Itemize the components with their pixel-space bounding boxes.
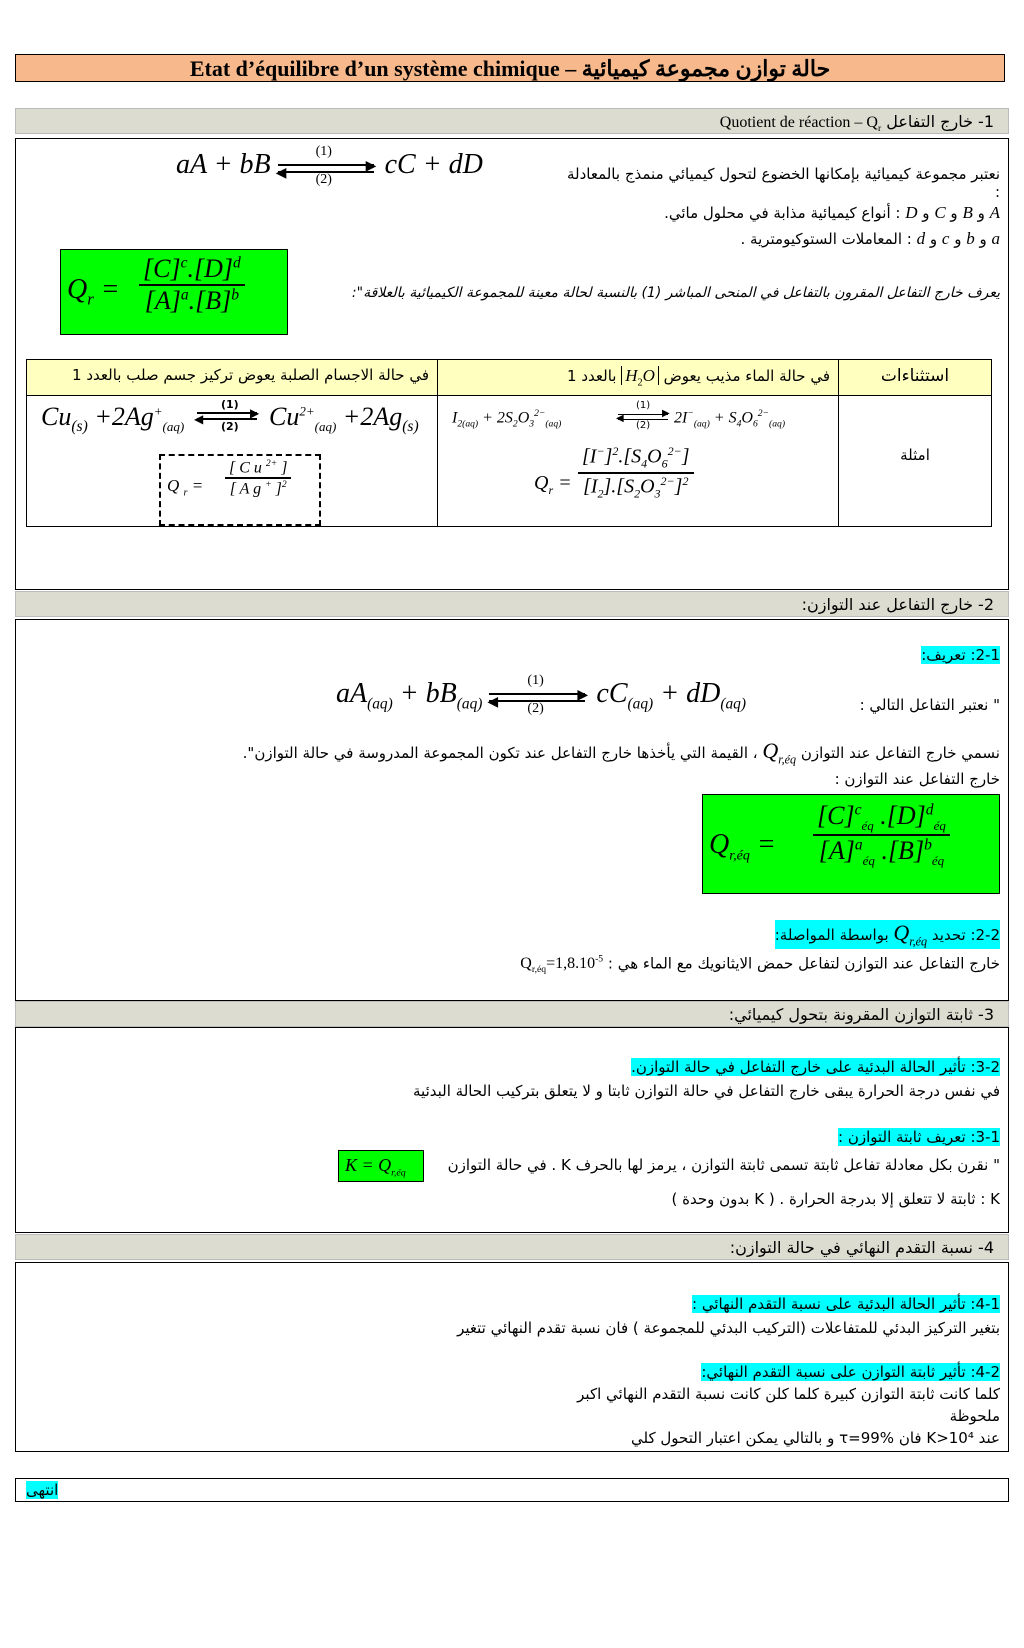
s2-1-intro: " نعتبر التفاعل التالي : — [859, 696, 1000, 714]
s1-coeffs-line: a و b و c و d : المعاملات الستوكيومترية . — [740, 229, 1000, 248]
s1-intro: نعتبر مجموعة كيميائية بإمكانها الخضوع لتحول كيميائي منمذج بالمعادلة : — [566, 165, 1000, 201]
section-1-header — [15, 108, 1009, 134]
end-label: انتهى — [26, 1481, 59, 1499]
col-exceptions-header: استثناءات — [839, 360, 992, 396]
section-4-header: 4- نسبة التقدم النهائي في حالة التوازن: — [15, 1234, 1009, 1260]
s4-2-line: كلما كانت ثابتة التوازن كبيرة كلما كلن كانت نسبة التقدم النهائي اكبر — [577, 1385, 1000, 1403]
s3-1-title: 3-1: تعريف ثابتة التوازن : — [838, 1128, 1000, 1146]
s4-1-title: 4-1: تأثير الحالة البدئية على نسبة التقدم النهائي : — [692, 1295, 1000, 1313]
qreq-formula-box: $Q_{r,éq}$ = $\frac{[C]^c_{éq} .[D]^d_{éq}}{[A]^a_{éq} .[B]^b_{éq}}$ — [702, 794, 1000, 894]
s4-1-line: بتغير التركيز البدئي للمتفاعلات (التركيب البدئي للمجموعة ) فان نسبة تقدم النهائي تتغير — [457, 1319, 1000, 1337]
s3-2-title: 3-2: تأثير الحالة البدئية على خارج التفاعل في حالة التوازن. — [631, 1058, 1000, 1076]
s4-note-line: عند K>10⁴ فان τ=99% و بالتالي يمكن اعتبار التحول كلي — [631, 1429, 1000, 1447]
k-formula-box: $K = Q_{r,éq}$ — [338, 1150, 424, 1182]
s1-definition: يعرف خارج التفاعل المقرون بالتفاعل في المنحى المباشر (1) بالنسبة لحالة معينة للمجموعة الكيميائية بالعلاقة": — [351, 285, 1000, 301]
s2-1-line2: خارج التفاعل عند التوازن : — [834, 770, 1000, 788]
section-2-box — [15, 619, 1009, 1001]
s2-equation: $aA_{(aq)} + bB_{(aq)}$ (1) ▶ ◀ (2) $cC_{(aq)} + dD_{(aq)}$ — [336, 672, 746, 716]
s2-1-line1: نسمي خارج التفاعل عند التوازن $Q_{r,éq}$ ، القيمة التي يأخذها خارج التفاعل عند تكون المجموعة المدروسة في حالة التوازن". — [242, 738, 1000, 767]
s4-2-title: 4-2: تأثير ثابتة التوازن على نسبة التقدم النهائي: — [701, 1363, 1000, 1381]
s2-1-title: 2-1: تعريف: — [921, 646, 1000, 664]
s1-species-line: A و B و C و D : أنواع كيميائية مذابة في محلول مائي. — [664, 203, 1000, 222]
section-1-header-fr: Quotient de réaction – $Q_r$ — [719, 114, 882, 135]
s2-equilibrium-arrows: (1) ▶ ◀ (2) — [487, 672, 589, 716]
section-3-box — [15, 1027, 1009, 1233]
water-example-cell: $I_{2(aq)} + 2S_2O_3^{2-}_{(aq)}$ (1) ▶ ◀ (2) $2I^-_{(aq)} + S_4O_6^{2-}_{(aq)}$ $Q_r$ = $\frac{[I^-]^2.[S_4O_6^{2-}]}{[I_2].[S_2O_3^{2-}]^2}$ — [438, 396, 839, 527]
page-title: Etat d’équilibre d’un système chimique – حالة توازن مجموعة كيميائية — [15, 54, 1005, 82]
s2-2-line: خارج التفاعل عند التوازن لتفاعل حمض الايثانويك مع الماء هي : $Q_{r,éq}=1,8.10^{-5}$ — [520, 954, 1000, 976]
col-water-header: في حالة الماء مذيب يعوض $H_2O$ بالعدد 1 — [438, 360, 839, 396]
s3-1-line: " نقرن بكل معادلة تفاعل ثابتة تسمى ثابتة التوازن ، يرمز لها بالحرف K . في حالة التوازن — [447, 1156, 1000, 1174]
col-solid-header: في حالة الاجسام الصلبة يعوض تركيز جسم صلب بالعدد 1 — [27, 360, 438, 396]
s3-note: K : ثابتة لا تتعلق إلا بدرجة الحرارة . ( K بدون وحدة ) — [671, 1190, 1000, 1208]
qr-fraction: $\frac{[C]^c.[D]^d}{[A]^a.[B]^b}$ — [139, 254, 245, 316]
s4-note-title: ملحوظة — [949, 1407, 1000, 1425]
general-equation: aA + bB (1) ▶ ◀ (2) cC + dD — [176, 143, 483, 187]
solid-qr-box: Q $_r$ = $\frac{[ C u ^{2+} ]}{[ A g ^+ ]^2}$ — [159, 454, 321, 526]
s2-2-title: 2-2: تحديد $Q_{r,éq}$ بواسطة المواصلة: — [774, 920, 1000, 949]
examples-row-label: امثلة — [839, 396, 992, 527]
qr-formula-box: $Q_r$ = $\frac{[C]^c.[D]^d}{[A]^a.[B]^b}$ — [60, 249, 288, 335]
section-1-box — [15, 138, 1009, 590]
section-2-header: 2- خارج التفاعل عند التوازن: — [15, 591, 1009, 617]
section-3-header: 3- ثابتة التوازن المقرونة بتحول كيميائي: — [15, 1001, 1009, 1027]
end-box — [15, 1478, 1009, 1502]
section-4-box — [15, 1262, 1009, 1452]
section-1-header-ar: 1- خارج التفاعل — [886, 112, 994, 131]
s3-2-line: في نفس درجة الحرارة يبقى خارج التفاعل في حالة التوازن ثابتا و لا يتعلق بتركيب الحالة البدئية — [413, 1082, 1000, 1100]
equilibrium-arrows: (1) ▶ ◀ (2) — [275, 143, 377, 187]
exceptions-table — [26, 359, 992, 527]
solid-example-cell: $Cu_{(s)} +2Ag^+_{(aq)}$ (1) ▶ ◀ (2) $Cu^{2+}_{(aq)} +2Ag_{(s)}$ Q $_r$ = $\frac{[ C u ^{2+} ]}{[ A g ^+ ]^2}$ — [27, 396, 438, 527]
